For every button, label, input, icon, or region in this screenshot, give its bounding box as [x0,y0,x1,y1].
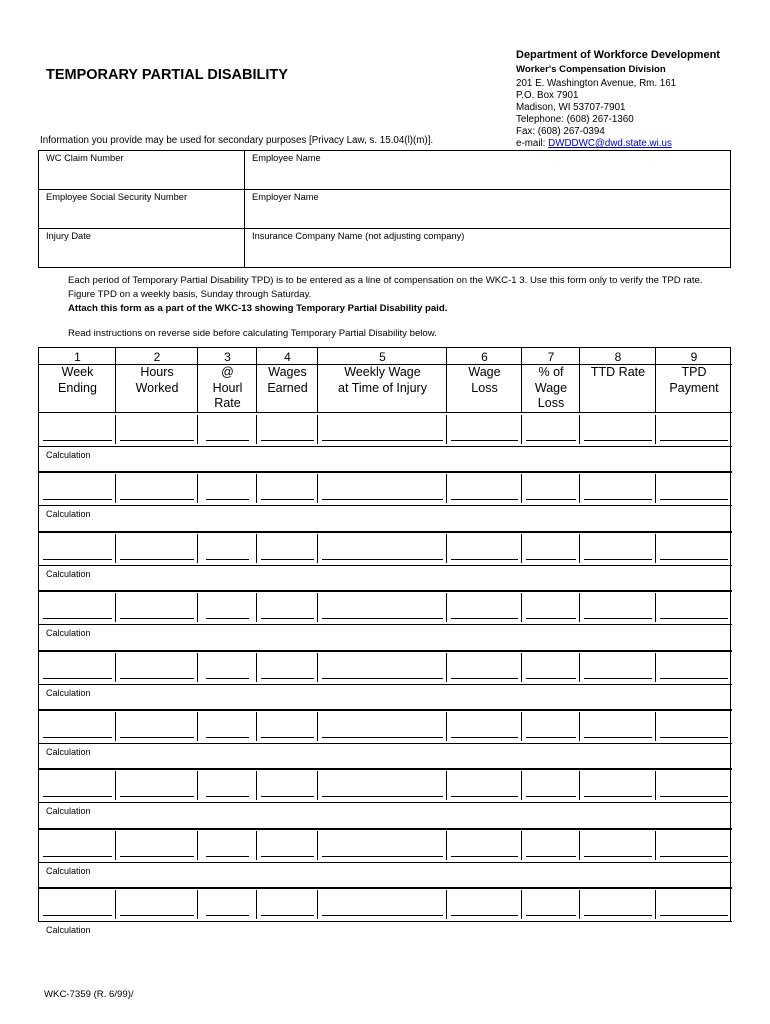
entry-divider [317,831,318,860]
agency-fax: Fax: (608) 267-0394 [516,126,605,137]
agency-department: Department of Workforce Development [516,49,720,61]
entry-divider [655,653,656,682]
column-number: 8 [614,350,622,364]
entry-blank-field[interactable] [120,559,194,560]
row-bottom-rule [39,887,732,889]
entry-blank-field[interactable] [43,856,112,857]
agency-telephone: Telephone: (608) 267-1360 [516,114,634,125]
entry-divider [521,771,522,800]
id-row-claim [39,151,730,190]
column-number: 3 [224,350,231,364]
calculation-label: Calculation [46,925,91,936]
entry-divider [317,712,318,741]
entry-blank-field[interactable] [451,618,518,619]
entry-blank-field[interactable] [451,559,518,560]
tpd-calculation-table [38,347,731,936]
entry-blank-field[interactable] [43,796,112,797]
entry-divider [256,534,257,563]
entry-blank-field[interactable] [120,856,194,857]
entry-divider [579,831,580,860]
entry-blank-field[interactable] [322,440,443,441]
entry-divider [197,534,198,563]
entry-blank-field[interactable] [261,440,314,441]
entry-divider [579,890,580,919]
instruction-line-4: Read instructions on reverse side before calculating Temporary Partial Disability below. [68,328,437,339]
column-header [198,365,257,412]
agency-email-line [516,138,672,150]
entry-blank-field[interactable] [322,559,443,560]
column-header [522,365,580,412]
row-bottom-rule [39,471,732,473]
entry-blank-field[interactable] [660,440,728,441]
entry-divider [197,712,198,741]
column-header-line: Earned [267,380,308,395]
entry-blank-field[interactable] [261,915,314,916]
entry-divider [197,474,198,503]
column-header [116,365,198,396]
entry-divider [317,415,318,444]
wc-claim-number-field[interactable]: WC Claim Number [46,153,124,163]
column-header-line: @ [221,365,234,379]
entry-divider [115,890,116,919]
entry-blank-field[interactable] [660,618,728,619]
injury-date-field[interactable]: Injury Date [46,231,91,241]
column-number: 6 [481,350,488,364]
entry-blank-field[interactable] [451,796,518,797]
entry-divider [521,712,522,741]
entry-divider [579,771,580,800]
column-header-line: TPD [681,365,707,379]
entry-blank-field[interactable] [660,678,728,679]
entry-divider [115,415,116,444]
column-header [39,365,116,396]
entry-blank-field[interactable] [526,440,576,441]
column-header-line: Hourl [212,380,243,395]
instruction-line-1: Each period of Temporary Partial Disability TPD) is to be entered as a line of compensation on the WKC-1 3. Use this form only to verify the TPD rate. [68,275,703,286]
entry-blank-field[interactable] [206,737,249,738]
entry-divider [256,415,257,444]
entry-blank-field[interactable] [526,856,576,857]
entry-divider [521,831,522,860]
entry-divider [256,474,257,503]
entry-divider [655,474,656,503]
entry-divider [446,415,447,444]
row-bottom-rule [39,650,732,652]
entry-divider [446,474,447,503]
column-header-line: Loss [471,380,498,395]
entry-blank-field[interactable] [660,559,728,560]
entry-blank-field[interactable] [322,499,443,500]
entry-blank-field[interactable] [584,618,652,619]
entry-blank-field[interactable] [261,796,314,797]
entry-divider [655,415,656,444]
entry-blank-field[interactable] [206,618,249,619]
employee-name-field[interactable]: Employee Name [244,151,730,189]
entry-divider [579,712,580,741]
entry-divider [115,831,116,860]
column-number: 1 [74,350,81,364]
entry-divider [115,534,116,563]
column-header-line: Wage [534,380,568,395]
calculation-label: Calculation [46,509,91,520]
column-header-line: Payment [669,380,719,395]
entry-divider [521,474,522,503]
calculation-rule [39,565,732,566]
column-header [656,365,732,396]
entry-divider [115,474,116,503]
entry-divider [317,593,318,622]
id-row-injury [39,229,730,267]
agency-address-line2: P.O. Box 7901 [516,90,579,101]
calculation-rule [39,743,732,744]
entry-blank-field[interactable] [322,915,443,916]
entry-blank-field[interactable] [322,678,443,679]
entry-blank-field[interactable] [526,559,576,560]
calculation-label: Calculation [46,865,91,876]
entry-blank-field[interactable] [43,559,112,560]
column-header-line: % of [538,365,564,379]
column-header-line: Weekly Wage [344,365,421,379]
column-header [447,365,522,396]
entry-divider [655,712,656,741]
agency-address-line1: 201 E. Washington Avenue, Rm. 161 [516,78,677,89]
calculation-label: Calculation [46,450,91,460]
entry-divider [655,831,656,860]
entry-divider [446,771,447,800]
column-header [318,365,447,396]
entry-divider [655,534,656,563]
entry-blank-field[interactable] [43,678,112,679]
identification-box [38,150,731,268]
entry-divider [579,415,580,444]
entry-divider [655,890,656,919]
entry-divider [446,831,447,860]
entry-blank-field[interactable] [451,678,518,679]
entry-blank-field[interactable] [120,440,194,441]
entry-divider [446,890,447,919]
entry-blank-field[interactable] [120,678,194,679]
entry-blank-field[interactable] [526,796,576,797]
entry-divider [197,653,198,682]
row-bottom-rule [39,531,732,533]
column-number: 7 [547,350,555,364]
entry-divider [655,771,656,800]
calculation-label: Calculation [46,568,91,579]
column-header-line: Wage [468,365,501,379]
entry-blank-field[interactable] [261,559,314,560]
row-bottom-rule [39,590,732,592]
column-header-line: Ending [58,380,97,395]
employer-name-field[interactable]: Employer Name [244,190,730,228]
email-link[interactable]: DWDDWC@dwd.state.wi.us [548,138,672,149]
entry-blank-field[interactable] [43,618,112,619]
id-row-ssn [39,190,730,229]
entry-blank-field[interactable] [43,499,112,500]
row-bottom-rule [39,828,732,830]
entry-blank-field[interactable] [120,618,194,619]
entry-blank-field[interactable] [584,915,652,916]
entry-divider [197,415,198,444]
calculation-rule [39,921,732,922]
entry-divider [579,534,580,563]
entry-blank-field[interactable] [660,737,728,738]
entry-blank-field[interactable] [526,499,576,500]
entry-blank-field[interactable] [451,440,518,441]
entry-blank-field[interactable] [206,915,249,916]
email-label: e-mail: [516,138,546,149]
entry-blank-field[interactable] [120,915,194,916]
entry-blank-field[interactable] [261,678,314,679]
entry-blank-field[interactable] [43,737,112,738]
entry-divider [197,831,198,860]
calculation-rule [39,446,732,447]
entry-divider [579,593,580,622]
entry-blank-field[interactable] [206,678,249,679]
form-number: WKC-7359 (R. 6/99)/ [44,989,134,1000]
entry-divider [115,593,116,622]
entry-blank-field[interactable] [120,499,194,500]
entry-blank-field[interactable] [526,915,576,916]
entry-divider [521,534,522,563]
entry-divider [256,771,257,800]
entry-divider [446,534,447,563]
calculation-rule [39,802,732,803]
entry-blank-field[interactable] [584,856,652,857]
row-bottom-rule [39,768,732,770]
entry-blank-field[interactable] [584,559,652,560]
entry-blank-field[interactable] [322,618,443,619]
column-number: 5 [379,350,386,364]
entry-blank-field[interactable] [261,618,314,619]
header-bottom-rule [39,412,732,413]
column-number: 2 [153,350,161,364]
entry-blank-field[interactable] [261,499,314,500]
entry-divider [256,712,257,741]
entry-blank-field[interactable] [120,796,194,797]
calculation-label: Calculation [46,747,91,757]
calculation-rule [39,505,732,506]
entry-blank-field[interactable] [206,796,249,797]
column-header-line: at Time of Injury [338,380,427,395]
entry-divider [446,712,447,741]
column-header-line: TTD Rate [590,365,646,379]
calculation-label: Calculation [46,806,91,817]
entry-divider [317,534,318,563]
entry-blank-field[interactable] [43,440,112,441]
column-header [257,365,318,396]
instruction-line-2: Figure TPD on a weekly basis, Sunday through Saturday. [68,289,312,300]
header-number-rule [39,364,732,365]
entry-blank-field[interactable] [526,618,576,619]
entry-blank-field[interactable] [660,499,728,500]
entry-blank-field[interactable] [584,737,652,738]
entry-divider [521,415,522,444]
entry-divider [115,653,116,682]
column-header-line: Wages [268,365,307,379]
entry-divider [256,890,257,919]
entry-blank-field[interactable] [322,856,443,857]
entry-divider [197,890,198,919]
entry-blank-field[interactable] [660,856,728,857]
column-number: 4 [284,350,291,364]
entry-divider [521,890,522,919]
entry-blank-field[interactable] [584,678,652,679]
entry-blank-field[interactable] [584,440,652,441]
column-header [580,365,656,381]
calculation-label: Calculation [46,687,91,698]
entry-divider [446,593,447,622]
entry-divider [317,653,318,682]
entry-divider [256,653,257,682]
column-number: 9 [690,350,698,364]
column-header-line: Week [61,365,94,379]
entry-divider [579,474,580,503]
entry-blank-field[interactable] [526,737,576,738]
entry-blank-field[interactable] [322,796,443,797]
entry-divider [521,653,522,682]
instruction-line-3: Attach this form as a part of the WKC-13 showing Temporary Partial Disability paid. [68,303,448,314]
entry-blank-field[interactable] [206,440,249,441]
agency-division: Worker's Compensation Division [516,64,666,75]
entry-blank-field[interactable] [584,499,652,500]
entry-divider [115,771,116,800]
entry-blank-field[interactable] [451,499,518,500]
privacy-note: Information you provide may be used for secondary purposes [Privacy Law, s. 15.04(l)(m)]. [40,135,434,146]
entry-divider [521,593,522,622]
row-bottom-rule [39,709,732,711]
entry-divider [317,474,318,503]
calculation-rule [39,624,732,625]
entry-blank-field[interactable] [120,737,194,738]
entry-blank-field[interactable] [43,915,112,916]
agency-city-state-zip: Madison, WI 53707-7901 [516,102,626,113]
calculation-rule [39,862,732,863]
form-title: TEMPORARY PARTIAL DISABILITY [46,67,288,83]
entry-divider [317,890,318,919]
entry-divider [197,593,198,622]
entry-divider [317,771,318,800]
entry-blank-field[interactable] [261,856,314,857]
entry-blank-field[interactable] [206,559,249,560]
entry-divider [579,653,580,682]
entry-divider [655,593,656,622]
column-header-line: Rate [214,396,241,410]
entry-blank-field[interactable] [660,796,728,797]
entry-blank-field[interactable] [584,796,652,797]
entry-blank-field[interactable] [526,678,576,679]
entry-divider [256,831,257,860]
employee-ssn-field[interactable]: Employee Social Security Number [46,192,188,202]
column-header-line: Hours [140,365,174,379]
entry-divider [115,712,116,741]
column-header-line: Worked [135,380,179,395]
entry-blank-field[interactable] [261,737,314,738]
insurance-company-field[interactable]: Insurance Company Name (not adjusting company) [244,229,730,267]
entry-blank-field[interactable] [660,915,728,916]
entry-blank-field[interactable] [451,856,518,857]
entry-blank-field[interactable] [322,737,443,738]
calculation-label: Calculation [46,628,91,639]
entry-blank-field[interactable] [451,915,518,916]
entry-blank-field[interactable] [451,737,518,738]
column-header-line: Loss [537,396,565,410]
entry-divider [256,593,257,622]
entry-blank-field[interactable] [206,856,249,857]
entry-blank-field[interactable] [206,499,249,500]
entry-divider [446,653,447,682]
entry-divider [197,771,198,800]
calculation-rule [39,684,732,685]
